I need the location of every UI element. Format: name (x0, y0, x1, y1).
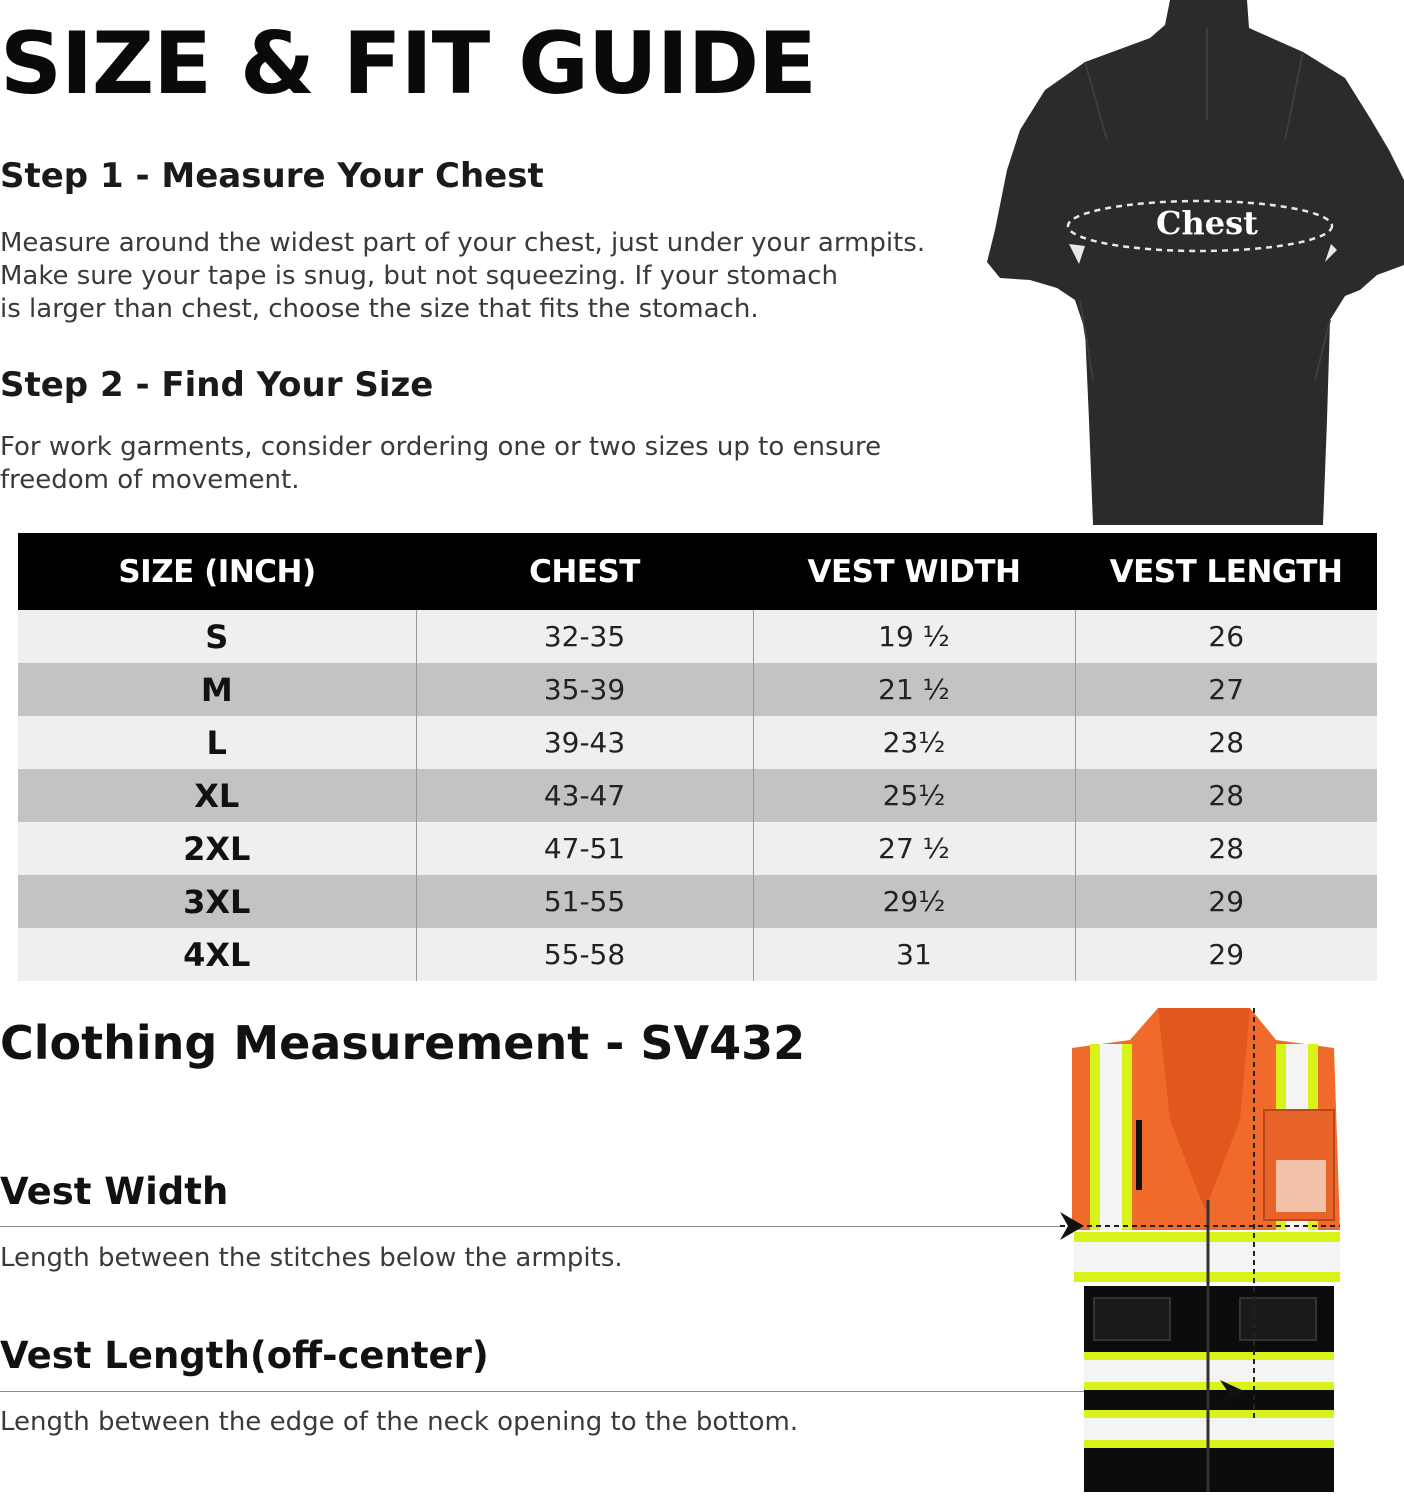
table-row (18, 875, 1377, 928)
vest-shoulder-stripe (1090, 1044, 1100, 1230)
cell-vest-width: 23½ (753, 716, 1075, 769)
cell-vest-width: 27 ½ (753, 822, 1075, 875)
cell-vest-length: 29 (1075, 875, 1377, 928)
cell-chest: 39-43 (416, 716, 753, 769)
vest-length-divider (0, 1391, 1230, 1392)
table-row (18, 610, 1377, 663)
cell-size: S (18, 610, 416, 663)
cell-size: 3XL (18, 875, 416, 928)
step1-line: Make sure your tape is snug, but not squeezing. If your stomach (0, 261, 839, 291)
cell-size: L (18, 716, 416, 769)
cell-size: 2XL (18, 822, 416, 875)
cell-vest-length: 29 (1075, 928, 1377, 981)
torso-silhouette-image (985, 0, 1404, 525)
vest-width-title: Vest Width (0, 1170, 229, 1213)
page-title: SIZE & FIT GUIDE (0, 14, 816, 114)
vest-id-window (1276, 1160, 1326, 1212)
vest-shoulder-stripe (1122, 1044, 1132, 1230)
cell-vest-length: 28 (1075, 822, 1377, 875)
step2-line: For work garments, consider ordering one or two sizes up to ensure (0, 432, 882, 462)
cell-vest-width: 25½ (753, 769, 1075, 822)
vest-body (1072, 1008, 1340, 1492)
cell-vest-width: 31 (753, 928, 1075, 981)
table-row (18, 663, 1377, 716)
table-row (18, 769, 1377, 822)
table-row (18, 928, 1377, 981)
step1-description (0, 227, 925, 326)
step2-line: freedom of movement. (0, 465, 300, 495)
step1-line: is larger than chest, choose the size that fits the stomach. (0, 294, 759, 324)
torso-shape (987, 0, 1404, 525)
header-size: SIZE (INCH) (18, 533, 416, 610)
cell-vest-width: 19 ½ (753, 610, 1075, 663)
cell-chest: 35-39 (416, 663, 753, 716)
cell-vest-length: 27 (1075, 663, 1377, 716)
step1-title: Step 1 - Measure Your Chest (0, 156, 544, 196)
cell-size: XL (18, 769, 416, 822)
table-row (18, 716, 1377, 769)
step2-description (0, 431, 881, 497)
vest-lower-pocket-right (1240, 1298, 1316, 1340)
cell-vest-length: 28 (1075, 769, 1377, 822)
vest-length-description: Length between the edge of the neck opening to the bottom. (0, 1407, 799, 1437)
vest-width-divider (0, 1226, 1062, 1227)
cell-size: M (18, 663, 416, 716)
vest-lower-pocket-left (1094, 1298, 1170, 1340)
step1-line: Measure around the widest part of your chest, just under your armpits. (0, 228, 926, 258)
cell-chest: 47-51 (416, 822, 753, 875)
step2-title: Step 2 - Find Your Size (0, 365, 434, 405)
vest-shoulder-stripe (1100, 1044, 1122, 1230)
safety-vest-image (1050, 1000, 1404, 1500)
cell-vest-width: 21 ½ (753, 663, 1075, 716)
vest-chest-pocket-slot (1136, 1120, 1142, 1190)
cell-chest: 55-58 (416, 928, 753, 981)
cell-chest: 32-35 (416, 610, 753, 663)
header-vest-length: VEST LENGTH (1075, 533, 1377, 610)
header-chest: CHEST (416, 533, 753, 610)
size-chart-table (18, 533, 1377, 981)
vest-width-description: Length between the stitches below the armpits. (0, 1243, 623, 1273)
cell-chest: 43-47 (416, 769, 753, 822)
cell-vest-length: 26 (1075, 610, 1377, 663)
clothing-measurement-title: Clothing Measurement - SV432 (0, 1016, 806, 1070)
header-vest-width: VEST WIDTH (753, 533, 1075, 610)
vest-length-title: Vest Length(off-center) (0, 1334, 489, 1377)
cell-vest-width: 29½ (753, 875, 1075, 928)
table-header-row (18, 533, 1377, 610)
chest-label: Chest (1156, 204, 1258, 242)
cell-chest: 51-55 (416, 875, 753, 928)
table-row (18, 822, 1377, 875)
cell-size: 4XL (18, 928, 416, 981)
cell-vest-length: 28 (1075, 716, 1377, 769)
